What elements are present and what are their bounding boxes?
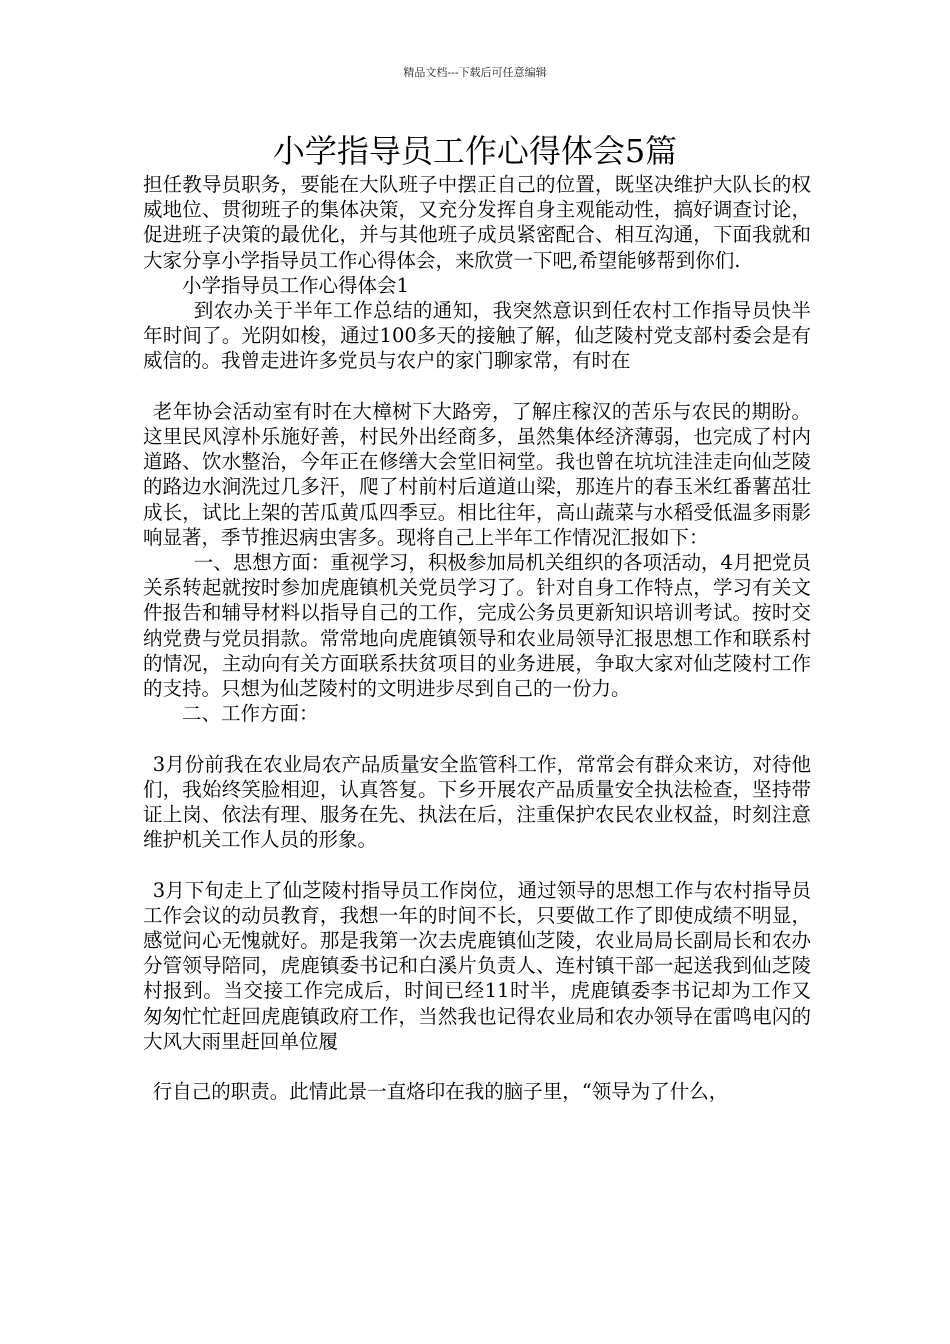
document-body — [143, 172, 811, 1104]
section-heading-1: 小学指导员工作心得体会1 — [182, 273, 409, 297]
work-section-heading: 二、工作方面： — [182, 702, 319, 726]
body-paragraph: 3月份前我在农业局农产品质量安全监管科工作，常常会有群众来访，对待他们，我始终笑脸相迎，认真答复。下乡开展农产品质量安全执法检查，坚持带证上岗、依法有理、服务在先、执法在后，注重保护农民农业权益，时刻注意维护机关工作人员的形象。 — [143, 752, 811, 852]
body-paragraph: 行自己的职责。此情此景一直烙印在我的脑子里，“领导为了什么， — [152, 1080, 729, 1104]
paragraph-gap — [143, 1054, 811, 1079]
intro-paragraph: 担任教导员职务，要能在大队班子中摆正自己的位置，既坚决维护大队长的权威地位、贯彻班子的集体决策，又充分发挥自身主观能动性，搞好调查讨论，促进班子决策的最优化，并与其他班子成员紧密配合、相互沟通，下面我就和大家分享小学指导员工作心得体会，来欣赏一下吧,希望能够帮到你们. — [143, 173, 811, 272]
document-title: 小学指导员工作心得体会5篇 — [272, 132, 678, 170]
body-paragraph: 到农办关于半年工作总结的通知，我突然意识到任农村工作指导员快半年时间了。光阴如梭，通过100多天的接触了解，仙芝陵村党支部村委会是有威信的。我曾走进许多党员与农户的家门聊家常，有时在 — [143, 299, 811, 373]
paragraph-gap — [143, 374, 811, 399]
header-note: 精品文档---下载后可任意编辑 — [403, 66, 547, 79]
body-paragraph: 老年协会活动室有时在大樟树下大路旁，了解庄稼汉的苦乐与农民的期盼。这里民风淳朴乐施好善，村民外出经商多，虽然集体经济薄弱，也完成了村内道路、饮水整治，今年正在修缮大会堂旧祠堂。我也曾在坑坑洼洼走向仙芝陵的路边水涧洗过几多汗，爬了村前村后道道山梁，那连片的春玉米红番薯茁壮成长，试比上架的苦瓜黄瓜四季豆。相比往年，高山蔬菜与水稻受低温多雨影响显著，季节推迟病虫害多。现将自己上半年工作情况汇报如下： — [143, 399, 811, 549]
thinking-section-paragraph: 一、思想方面：重视学习，积极参加局机关组织的各项活动，4月把党员关系转起就按时参加虎鹿镇机关党员学习了。针对自身工作特点，学习有关文件报告和辅导材料以指导自己的工作，完成公务员更新知识培训考试。按时交纳党费与党员捐款。常常地向虎鹿镇领导和农业局领导汇报思想工作和联系村的情况，主动向有关方面联系扶贫项目的业务进展，争取大家对仙芝陵村工作的支持。只想为仙芝陵村的文明进步尽到自己的一份力。 — [143, 551, 811, 701]
paragraph-gap — [143, 726, 811, 751]
body-paragraph: 3月下旬走上了仙芝陵村指导员工作岗位，通过领导的思想工作与农村指导员工作会议的动员教育，我想一年的时间不长，只要做工作了即使成绩不明显，感觉问心无愧就好。那是我第一次去虎鹿镇仙芝陵，农业局局长副局长和农办分管领导陪同，虎鹿镇委书记和白溪片负责人、连村镇干部一起送我到仙芝陵村报到。当交接工作完成后，时间已经11时半，虎鹿镇委李书记却为工作又匆匆忙忙赶回虎鹿镇政府工作，当然我也记得农业局和农办领导在雷鸣电闪的大风大雨里赶回单位履 — [143, 878, 811, 1053]
paragraph-gap — [143, 852, 811, 877]
